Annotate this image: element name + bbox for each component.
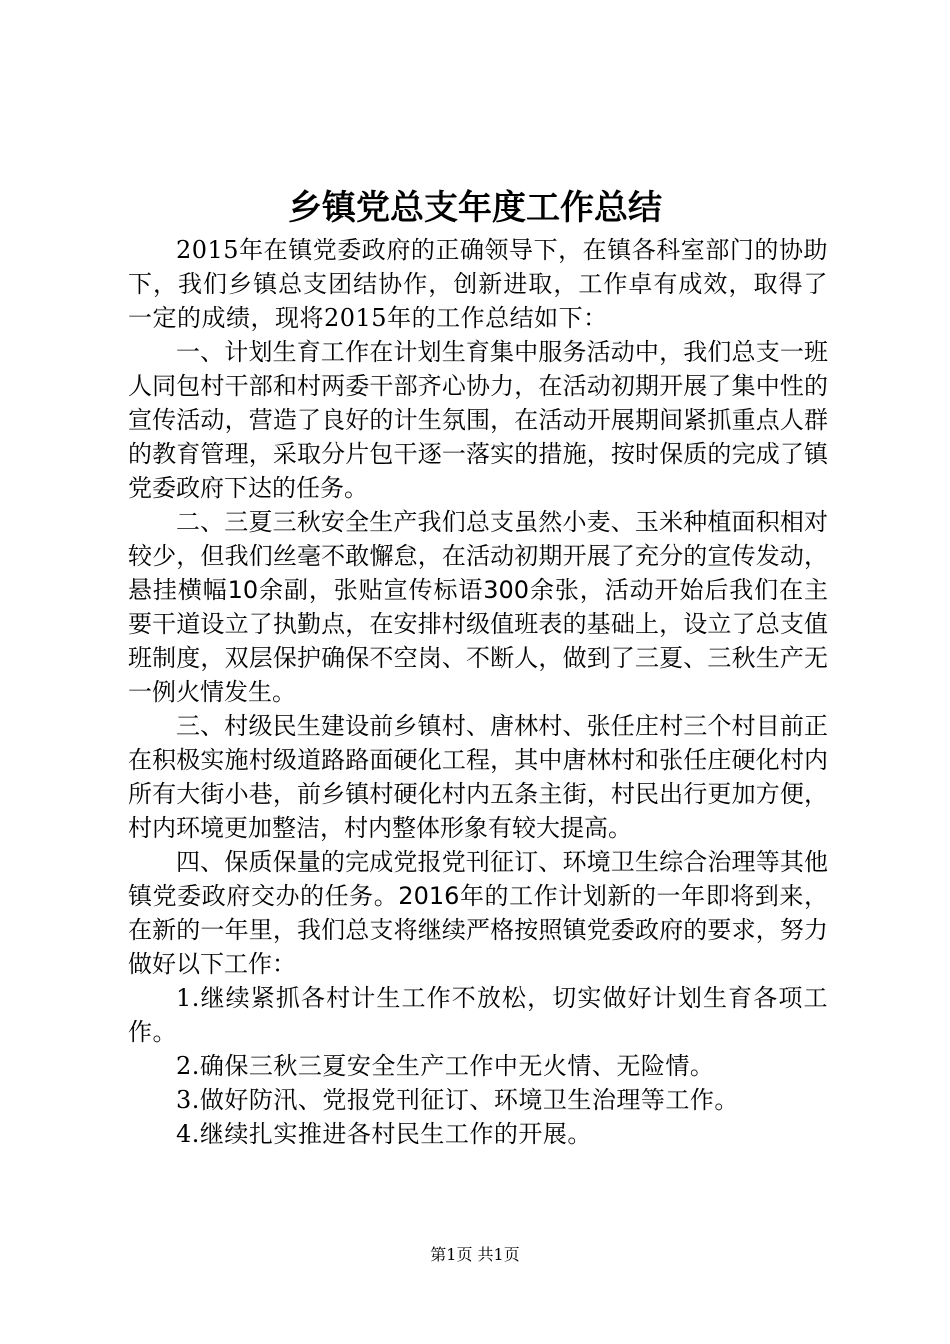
plan-item-1: 1.继续紧抓各村计生工作不放松，切实做好计划生育各项工作。: [128, 984, 828, 1046]
plan-item-2: 2.确保三秋三夏安全生产工作中无火情、无险情。: [176, 1052, 715, 1080]
page-footer: 第1页 共1页: [430, 1245, 520, 1264]
paragraph-family-planning: 一、计划生育工作在计划生育集中服务活动中，我们总支一班人同包村干部和村两委干部齐心协力，在活动初期开展了集中性的宣传活动，营造了良好的计生氛围，在活动开展期间紧抓重点人群的教育管理，采取分片包干逐一落实的措施，按时保质的完成了镇党委政府下达的任务。: [128, 338, 828, 502]
document-title: 乡镇党总支年度工作总结: [288, 188, 662, 228]
paragraph-intro: 2015年在镇党委政府的正确领导下，在镇各科室部门的协助下，我们乡镇总支团结协作，创新进取，工作卓有成效，取得了一定的成绩，现将2015年的工作总结如下：: [128, 236, 828, 332]
paragraph-safety-production: 二、三夏三秋安全生产我们总支虽然小麦、玉米种植面积相对较少，但我们丝毫不敢懈怠，在活动初期开展了充分的宣传发动，悬挂横幅10余副，张贴宣传标语300余张，活动开始后我们在主要干道设立了执勤点，在安排村级值班表的基础上，设立了总支值班制度，双层保护确保不空岗、不断人，做到了三夏、三秋生产无一例火情发生。: [128, 508, 828, 706]
plan-item-3: 3.做好防汛、党报党刊征订、环境卫生治理等工作。: [176, 1086, 739, 1114]
paragraph-other-tasks: 四、保质保量的完成党报党刊征订、环境卫生综合治理等其他镇党委政府交办的任务。2016年的工作计划新的一年即将到来，在新的一年里，我们总支将继续严格按照镇党委政府的要求，努力做好以下工作：: [128, 848, 828, 978]
document-body: [128, 233, 828, 1151]
plan-item-4: 4.继续扎实推进各村民生工作的开展。: [176, 1120, 592, 1148]
paragraph-livelihood: 三、村级民生建设前乡镇村、唐林村、张任庄村三个村目前正在积极实施村级道路路面硬化工程，其中唐林村和张任庄硬化村内所有大街小巷，前乡镇村硬化村内五条主街，村民出行更加方便，村内环境更加整洁，村内整体形象有较大提高。: [128, 712, 828, 842]
